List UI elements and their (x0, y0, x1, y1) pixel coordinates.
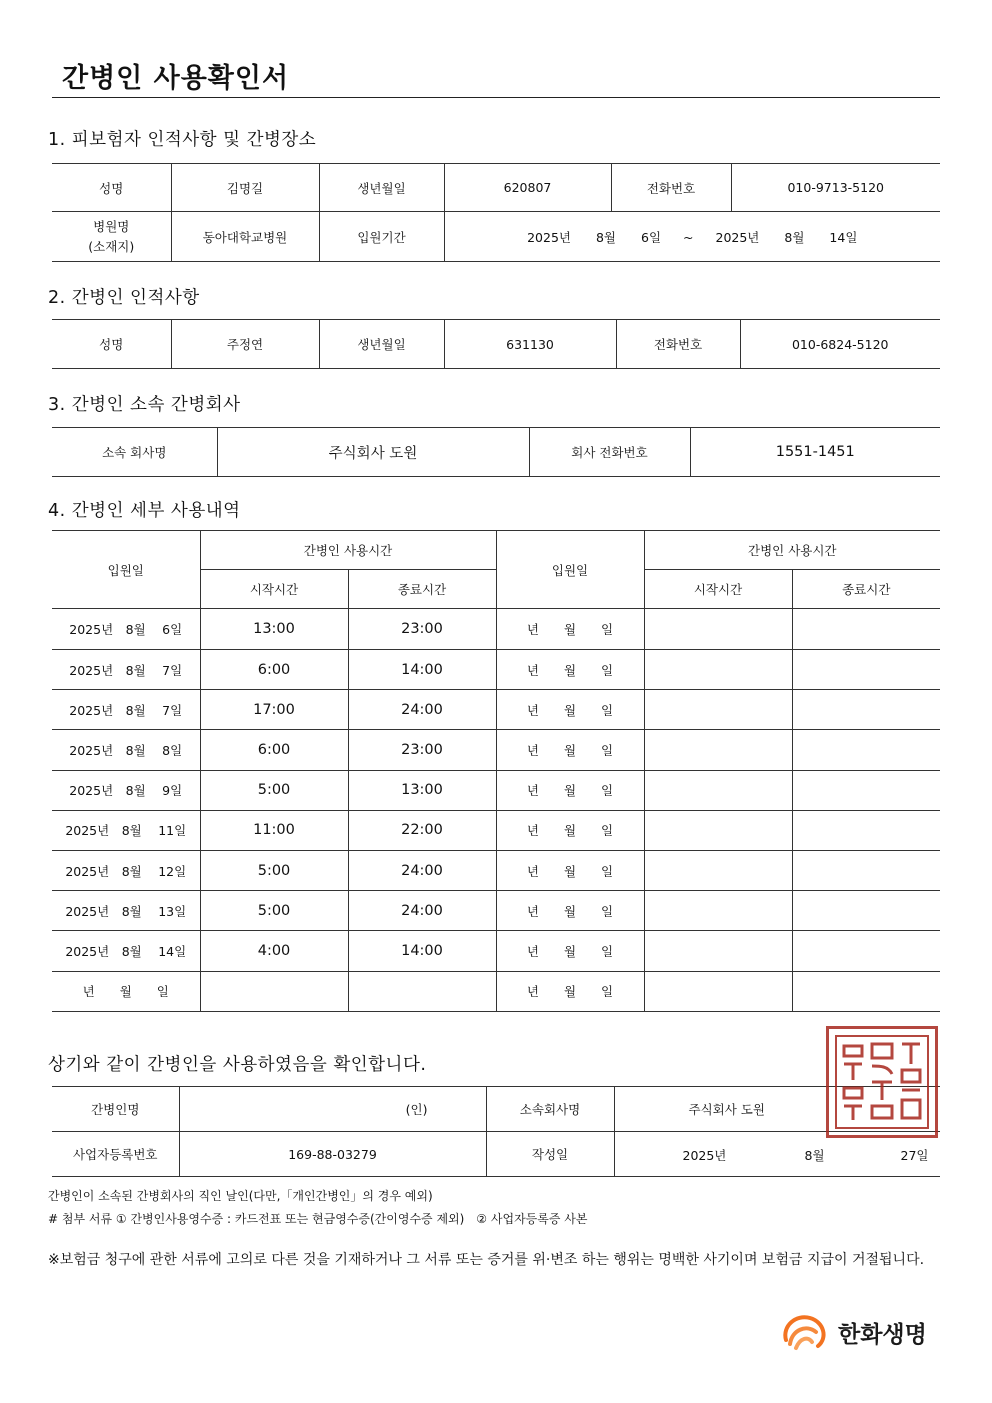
table-row (52, 690, 940, 730)
page-title: 간병인 사용확인서 (62, 63, 290, 94)
caregiver-sign-label: 간병인명 (52, 1087, 179, 1132)
admission-period-label: 입원기간 (319, 212, 444, 262)
start-header-left: 시작시간 (200, 570, 348, 609)
usage-date: 2025년 8월 9일 (52, 770, 200, 810)
table-row (52, 931, 940, 971)
usage-date-right: 년 월 일 (496, 931, 644, 971)
start-header-right: 시작시간 (644, 570, 792, 609)
section-1-heading: 1. 피보험자 인적사항 및 간병장소 (48, 130, 317, 150)
usage-date-right: 년 월 일 (496, 690, 644, 730)
usage-end: 23:00 (348, 609, 496, 650)
usage-end: 24:00 (348, 891, 496, 931)
caregiver-sign-mark: (인) (179, 1087, 486, 1132)
usage-start: 17:00 (200, 690, 348, 730)
seal-pattern-icon (832, 1032, 932, 1132)
usage-date: 2025년 8월 14일 (52, 931, 200, 971)
written-date-day: 27일 (900, 1148, 929, 1163)
confirmation-statement: 상기와 같이 간병인을 사용하였음을 확인합니다. (48, 1055, 427, 1075)
caregiver-phone: 010-6824-5120 (740, 320, 940, 369)
usage-start: 13:00 (200, 609, 348, 650)
table-row (52, 891, 940, 931)
usage-end-right (792, 971, 940, 1011)
usage-end-right (792, 770, 940, 810)
hanwha-logo-icon (778, 1310, 832, 1354)
insured-name: 김명길 (171, 164, 319, 212)
usage-end-right (792, 609, 940, 650)
usage-date-right: 년 월 일 (496, 770, 644, 810)
caregiver-info-table (52, 319, 940, 369)
period-from: 2025년 8월 6일 (527, 229, 662, 245)
end-header-left: 종료시간 (348, 570, 496, 609)
usage-end-right (792, 650, 940, 690)
company-phone-label: 회사 전화번호 (529, 428, 690, 477)
brand-name: 한화생명 (838, 1321, 927, 1348)
insured-phone: 010-9713-5120 (731, 164, 940, 212)
insured-dob: 620807 (444, 164, 611, 212)
company-sign-name: 주식회사 도원 (614, 1087, 940, 1132)
hospital-label (52, 212, 171, 262)
table-row (52, 971, 940, 1011)
usage-end: 24:00 (348, 850, 496, 890)
usage-start-right (644, 609, 792, 650)
insured-name-label: 성명 (52, 164, 171, 212)
usage-start-right (644, 891, 792, 931)
usage-start (200, 971, 348, 1011)
usage-end: 13:00 (348, 770, 496, 810)
usage-end-right (792, 810, 940, 850)
usage-start-right (644, 650, 792, 690)
caregiver-name-label: 성명 (52, 320, 171, 369)
caregiver-phone-label: 전화번호 (616, 320, 740, 369)
confirmation-table (52, 1086, 940, 1177)
biz-no: 169-88-03279 (179, 1132, 486, 1177)
section-4-heading: 4. 간병인 세부 사용내역 (48, 501, 241, 521)
usage-start: 4:00 (200, 931, 348, 971)
hospital-name: 동아대학교병원 (171, 212, 319, 262)
usage-date: 2025년 8월 6일 (52, 609, 200, 650)
written-date (614, 1132, 940, 1177)
insured-phone-label: 전화번호 (611, 164, 731, 212)
usage-date: 2025년 8월 11일 (52, 810, 200, 850)
usage-date: 2025년 8월 7일 (52, 650, 200, 690)
table-row (52, 730, 940, 770)
company-seal (826, 1026, 938, 1138)
company-info-table (52, 427, 940, 477)
table-row (52, 810, 940, 850)
insured-dob-label: 생년월일 (319, 164, 444, 212)
hospital-label-line1: 병원명 (93, 218, 130, 234)
date-header-left: 입원일 (52, 531, 200, 609)
usage-end: 24:00 (348, 690, 496, 730)
admission-period (444, 212, 940, 262)
insured-info-table (52, 163, 940, 262)
usage-start: 11:00 (200, 810, 348, 850)
usage-start-right (644, 850, 792, 890)
usage-date: 2025년 8월 13일 (52, 891, 200, 931)
usage-table (52, 530, 940, 1012)
usage-start-right (644, 971, 792, 1011)
usage-date-right: 년 월 일 (496, 730, 644, 770)
usage-date: 년 월 일 (52, 971, 200, 1011)
table-row (52, 770, 940, 810)
usage-end: 14:00 (348, 931, 496, 971)
company-name: 주식회사 도원 (217, 428, 529, 477)
section-3-heading: 3. 간병인 소속 간병회사 (48, 395, 241, 415)
usage-start-right (644, 730, 792, 770)
usage-end-right (792, 730, 940, 770)
usage-date-right: 년 월 일 (496, 810, 644, 850)
title-divider (52, 97, 940, 98)
fraud-warning: ※보험금 청구에 관한 서류에 고의로 다른 것을 기재하거나 그 서류 또는 증거를 위·변조 하는 행위는 명백한 사기이며 보험금 지급이 거절됩니다. (48, 1252, 925, 1268)
usage-start-right (644, 690, 792, 730)
biz-no-label: 사업자등록번호 (52, 1132, 179, 1177)
written-date-month: 8월 (804, 1148, 825, 1163)
usage-date-right: 년 월 일 (496, 971, 644, 1011)
brand-logo (778, 1310, 927, 1354)
period-to: 2025년 8월 14일 (715, 229, 858, 245)
note-attachments: # 첨부 서류 ① 간병인사용영수증 : 카드전표 또는 현금영수증(간이영수증 제외) ② 사업자등록증 사본 (48, 1212, 588, 1226)
caregiver-name: 주정연 (171, 320, 319, 369)
usage-start: 5:00 (200, 770, 348, 810)
caregiver-dob: 631130 (444, 320, 616, 369)
usage-start-right (644, 770, 792, 810)
usage-date: 2025년 8월 8일 (52, 730, 200, 770)
usage-end: 14:00 (348, 650, 496, 690)
note-seal: 간병인이 소속된 간병회사의 직인 날인(다만,「개인간병인」의 경우 예외) (48, 1189, 433, 1203)
usage-end-right (792, 690, 940, 730)
usage-start-right (644, 931, 792, 971)
usage-end: 23:00 (348, 730, 496, 770)
caregiver-dob-label: 생년월일 (319, 320, 444, 369)
hospital-label-line2: (소재지) (88, 238, 135, 254)
written-date-year: 2025년 (682, 1148, 727, 1163)
usage-end-right (792, 931, 940, 971)
usage-end: 22:00 (348, 810, 496, 850)
table-row (52, 850, 940, 890)
usage-start: 5:00 (200, 850, 348, 890)
usage-end (348, 971, 496, 1011)
usage-date-right: 년 월 일 (496, 609, 644, 650)
section-2-heading: 2. 간병인 인적사항 (48, 288, 200, 308)
written-date-label: 작성일 (486, 1132, 614, 1177)
company-sign-label: 소속회사명 (486, 1087, 614, 1132)
time-header-right: 간병인 사용시간 (644, 531, 940, 570)
date-header-right: 입원일 (496, 531, 644, 609)
end-header-right: 종료시간 (792, 570, 940, 609)
usage-end-right (792, 850, 940, 890)
time-header-left: 간병인 사용시간 (200, 531, 496, 570)
company-phone: 1551-1451 (690, 428, 940, 477)
table-row (52, 650, 940, 690)
usage-date: 2025년 8월 7일 (52, 690, 200, 730)
usage-date-right: 년 월 일 (496, 650, 644, 690)
usage-start: 6:00 (200, 650, 348, 690)
usage-date-right: 년 월 일 (496, 850, 644, 890)
usage-start: 5:00 (200, 891, 348, 931)
company-name-label: 소속 회사명 (52, 428, 217, 477)
period-tilde: ~ (683, 229, 694, 245)
usage-end-right (792, 891, 940, 931)
usage-start: 6:00 (200, 730, 348, 770)
usage-date-right: 년 월 일 (496, 891, 644, 931)
usage-start-right (644, 810, 792, 850)
table-row (52, 609, 940, 650)
usage-date: 2025년 8월 12일 (52, 850, 200, 890)
